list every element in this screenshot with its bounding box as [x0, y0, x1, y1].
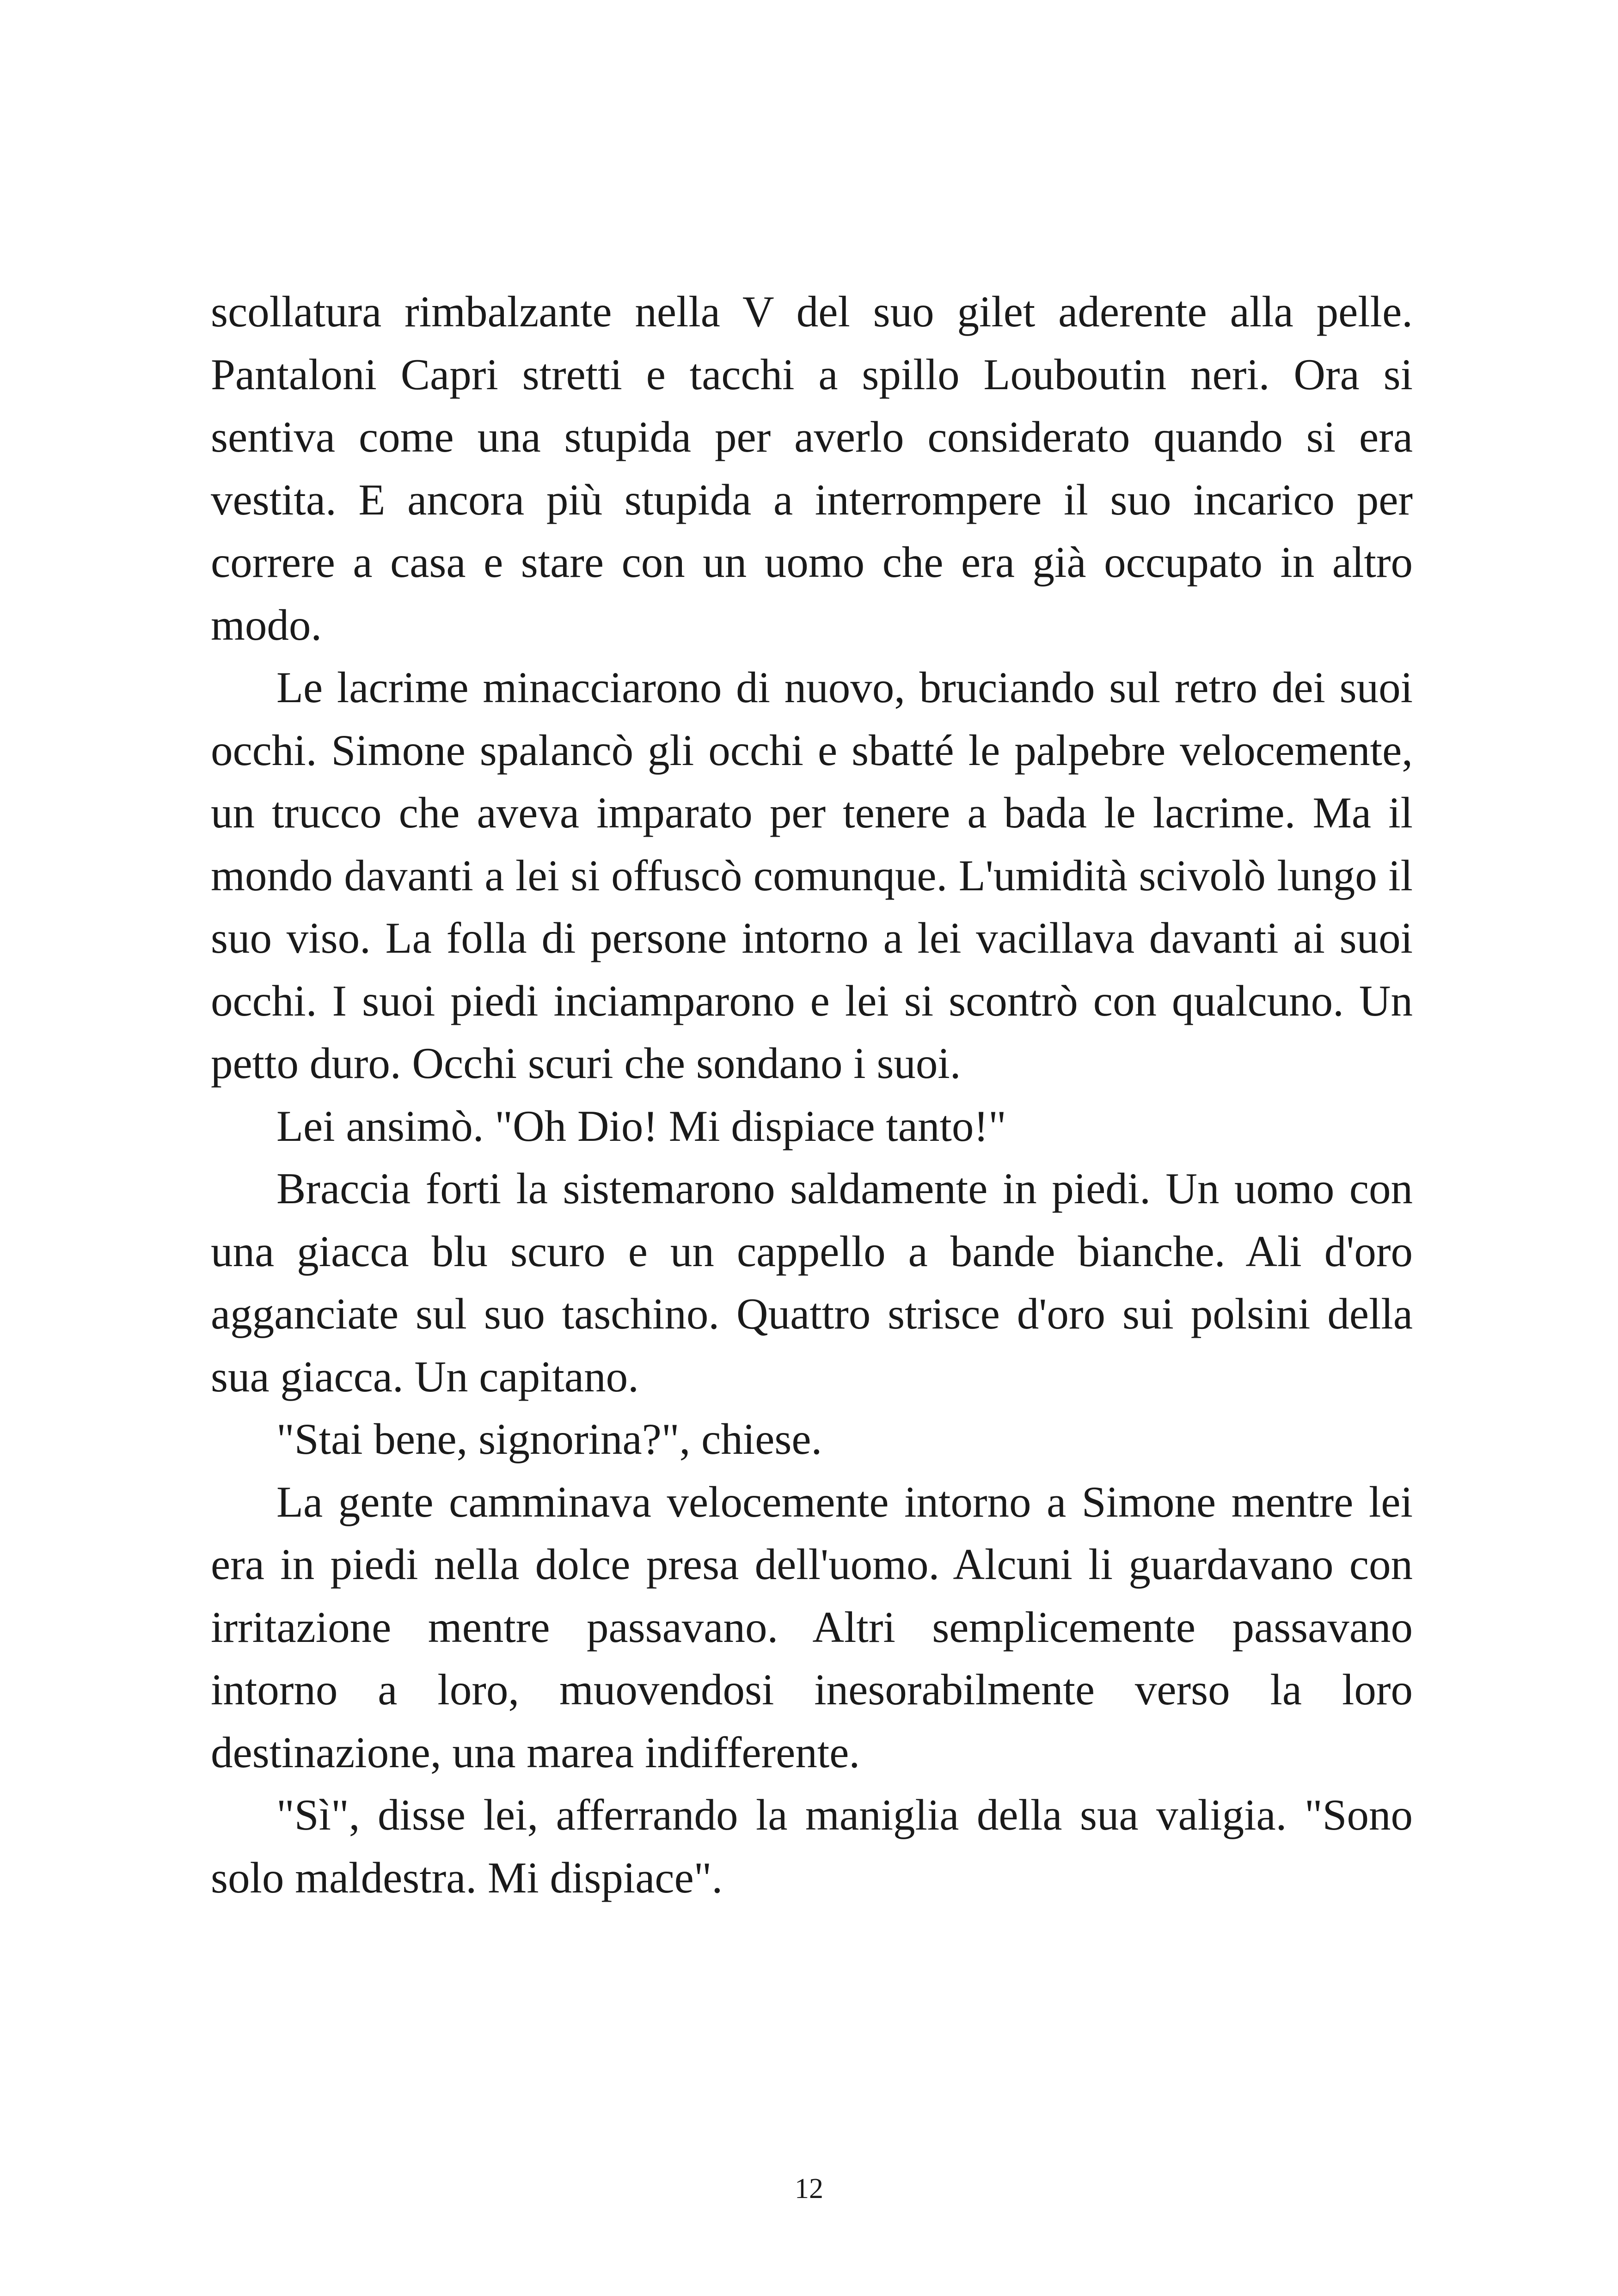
paragraph-4: Braccia forti la sistemarono saldamente in piedi. Un uomo con una giacca blu scuro e un cappello a bande bianche. Ali d'oro agganciate sul suo taschino. Quattro strisce d'oro sui polsini della sua giacca. Un capitano.	[211, 1164, 1413, 1401]
paragraph-1: scollatura rimbalzante nella V del suo gilet aderente alla pelle. Pantaloni Capri stretti e tacchi a spillo Louboutin neri. Ora si sentiva come una stupida per averlo considerato quando si era vestita. E ancora più stupida a interrompere il suo incarico per correre a casa e stare con un uomo che era già occupato in altro modo.	[211, 287, 1413, 649]
paragraph-6: La gente camminava velocemente intorno a Simone mentre lei era in piedi nella dolce presa dell'uomo. Alcuni li guardavano con irritazione mentre passavano. Altri semplicemente passavano intorno a loro, muovendosi inesorabilmente verso la loro destinazione, una marea indifferente.	[211, 1477, 1413, 1777]
paragraph-7: "Sì", disse lei, afferrando la maniglia della sua valigia. "Sono solo maldestra. Mi dispiace".	[211, 1790, 1413, 1902]
paragraph-5: "Stai bene, signorina?", chiese.	[276, 1414, 822, 1463]
paragraph-3: Lei ansimò. "Oh Dio! Mi dispiace tanto!"	[276, 1101, 1006, 1151]
paragraph-2: Le lacrime minacciarono di nuovo, bruciando sul retro dei suoi occhi. Simone spalancò gli occhi e sbatté le palpebre velocemente, un trucco che aveva imparato per tenere a bada le lacrime. Ma il mondo davanti a lei si offuscò comunque. L'umidità scivolò lungo il suo viso. La folla di persone intorno a lei vacillava davanti ai suoi occhi. I suoi piedi inciamparono e lei si scontrò con qualcuno. Un petto duro. Occhi scuri che sondano i suoi.	[211, 663, 1413, 1088]
page-body-text	[211, 281, 1413, 1909]
page-number: 12	[795, 2173, 823, 2204]
